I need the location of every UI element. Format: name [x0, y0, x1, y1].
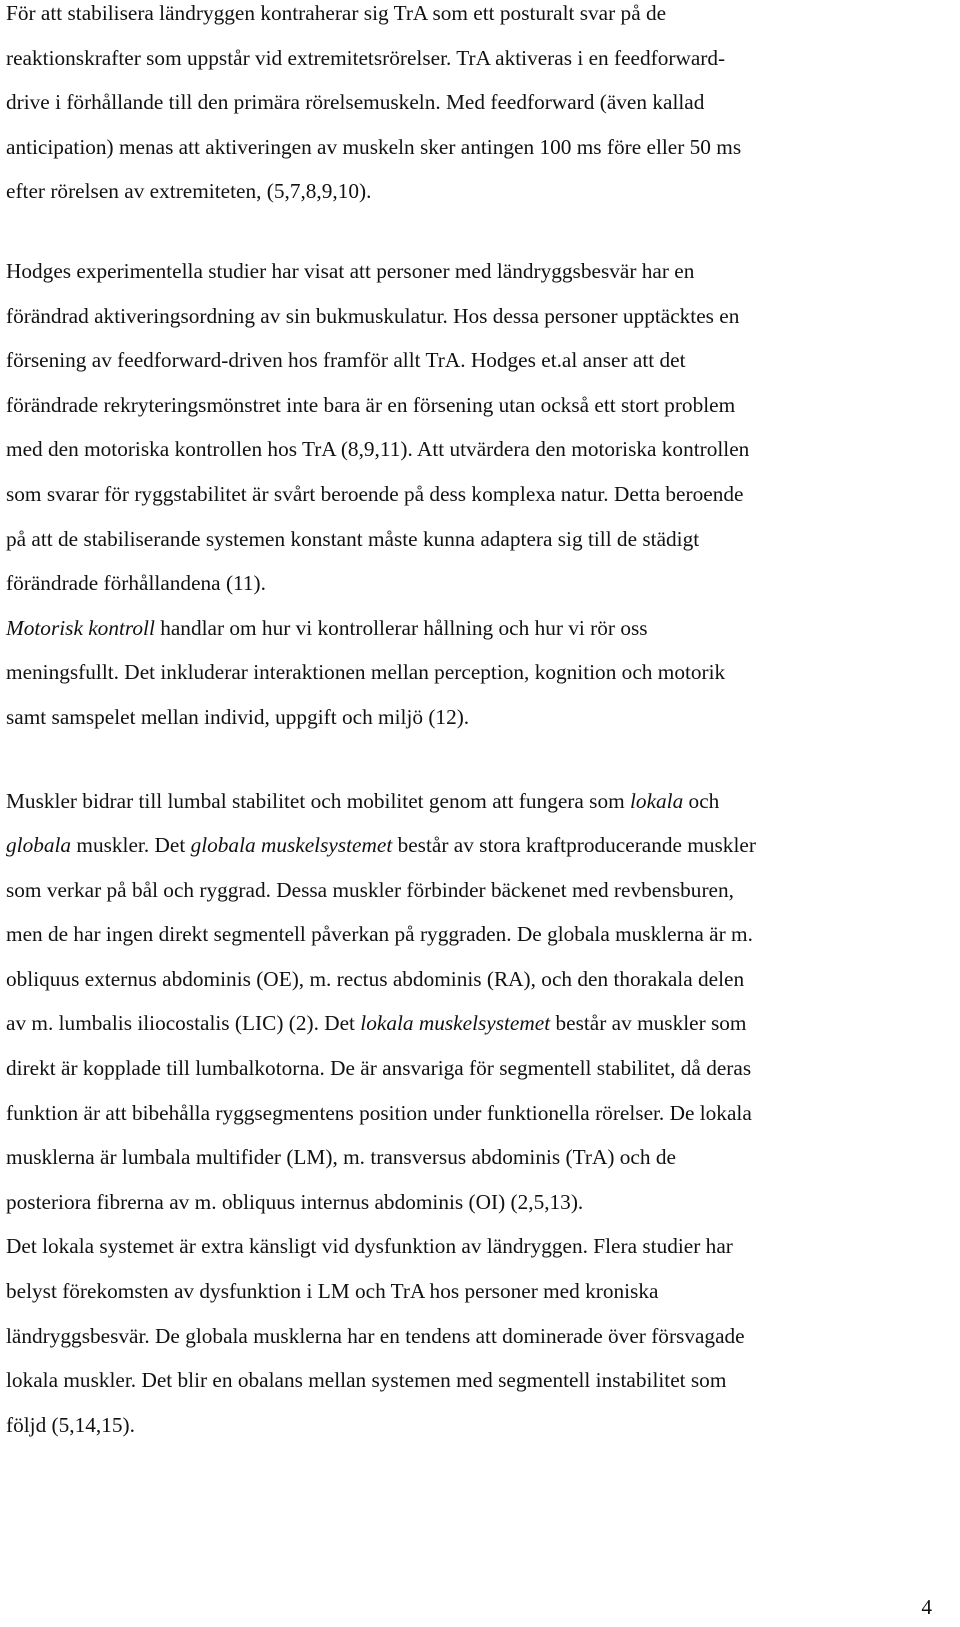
text-line: följd (5,14,15). — [6, 1412, 135, 1437]
text-line: drive i förhållande till den primära rörelsemuskeln. Med feedforward (även kallad — [6, 90, 705, 115]
text-line: förändrad aktiveringsordning av sin bukmuskulatur. Hos dessa personer upptäcktes en — [6, 303, 740, 328]
italic-term: lokala — [630, 788, 684, 813]
text-line: posteriora fibrerna av m. obliquus internus abdominis (OI) (2,5,13). — [6, 1189, 584, 1214]
text-line: samt samspelet mellan individ, uppgift och miljö (12). — [6, 704, 470, 729]
text-line: obliquus externus abdominis (OE), m. rectus abdominis (RA), och den thorakala delen — [6, 966, 745, 991]
text-line: Det lokala systemet är extra känsligt vid dysfunktion av ländryggen. Flera studier har — [6, 1234, 733, 1259]
text-line: förändrade förhållandena (11). — [6, 571, 266, 596]
text-line: reaktionskrafter som uppstår vid extremitetsrörelser. TrA aktiveras i en feedforward- — [6, 45, 726, 70]
text-line: ländryggsbesvär. De globala musklerna har en tendens att dominerade över försvagade — [6, 1323, 745, 1348]
text-line: med den motoriska kontrollen hos TrA (8,9,11). Att utvärdera den motoriska kontrollen — [6, 437, 750, 462]
text-line: belyst förekomsten av dysfunktion i LM och TrA hos personer med kroniska — [6, 1279, 659, 1304]
text-line — [6, 606, 946, 651]
text-line — [6, 779, 946, 824]
paragraph-hodges — [6, 249, 946, 606]
italic-term: lokala muskelsystemet — [360, 1011, 551, 1036]
italic-term: globala — [6, 833, 72, 858]
italic-term: globala muskelsystemet — [190, 833, 393, 858]
text-line: Hodges experimentella studier har visat att personer med ländryggsbesvär har en — [6, 258, 695, 283]
text-fragment: består av muskler som — [550, 1011, 747, 1036]
paragraph-stabilization — [6, 0, 946, 214]
text-fragment: Muskler bidrar till lumbal stabilitet och mobilitet genom att fungera som — [6, 788, 630, 813]
text-line: lokala muskler. Det blir en obalans mellan systemen med segmentell instabilitet som — [6, 1368, 727, 1393]
text-line: För att stabilisera ländryggen kontraherar sig TrA som ett posturalt svar på de — [6, 1, 667, 25]
text-line: funktion är att bibehålla ryggsegmentens position under funktionella rörelser. De lokala — [6, 1100, 752, 1125]
text-line — [6, 823, 946, 868]
text-fragment: av m. lumbalis iliocostalis (LIC) (2). Det — [6, 1011, 361, 1036]
paragraph-local-system — [6, 1224, 946, 1447]
text-line: försening av feedforward-driven hos framför allt TrA. Hodges et.al anser att det — [6, 348, 686, 373]
text-fragment: handlar om hur vi kontrollerar hållning och hur vi rör oss — [154, 615, 648, 640]
page-number: 4 — [921, 1595, 932, 1619]
text-fragment: muskler. Det — [71, 833, 191, 858]
italic-term: Motorisk kontroll — [6, 615, 155, 640]
text-line: men de har ingen direkt segmentell påverkan på ryggraden. De globala musklerna är m. — [6, 922, 753, 947]
document-page — [6, 0, 946, 1447]
text-line: förändrade rekryteringsmönstret inte bara är en försening utan också ett stort problem — [6, 392, 736, 417]
text-line: anticipation) menas att aktiveringen av muskeln sker antingen 100 ms före eller 50 ms — [6, 134, 742, 159]
text-line: på att de stabiliserande systemen konstant måste kunna adaptera sig till de städigt — [6, 526, 700, 551]
paragraph-muscle-systems — [6, 779, 946, 1225]
paragraph-motor-control — [6, 606, 946, 740]
text-line: direkt är kopplade till lumbalkotorna. De är ansvariga för segmentell stabilitet, då deras — [6, 1056, 752, 1081]
text-line — [6, 1001, 946, 1046]
text-line: meningsfullt. Det inkluderar interaktionen mellan perception, kognition och motorik — [6, 660, 726, 685]
text-line: efter rörelsen av extremiteten, (5,7,8,9,10). — [6, 179, 372, 204]
text-fragment: består av stora kraftproducerande muskler — [392, 833, 756, 858]
text-fragment: och — [683, 788, 720, 813]
text-line: som svarar för ryggstabilitet är svårt beroende på dess komplexa natur. Detta beroende — [6, 481, 744, 506]
text-line: musklerna är lumbala multifider (LM), m. transversus abdominis (TrA) och de — [6, 1145, 676, 1170]
text-line: som verkar på bål och ryggrad. Dessa muskler förbinder bäckenet med revbensburen, — [6, 877, 734, 902]
